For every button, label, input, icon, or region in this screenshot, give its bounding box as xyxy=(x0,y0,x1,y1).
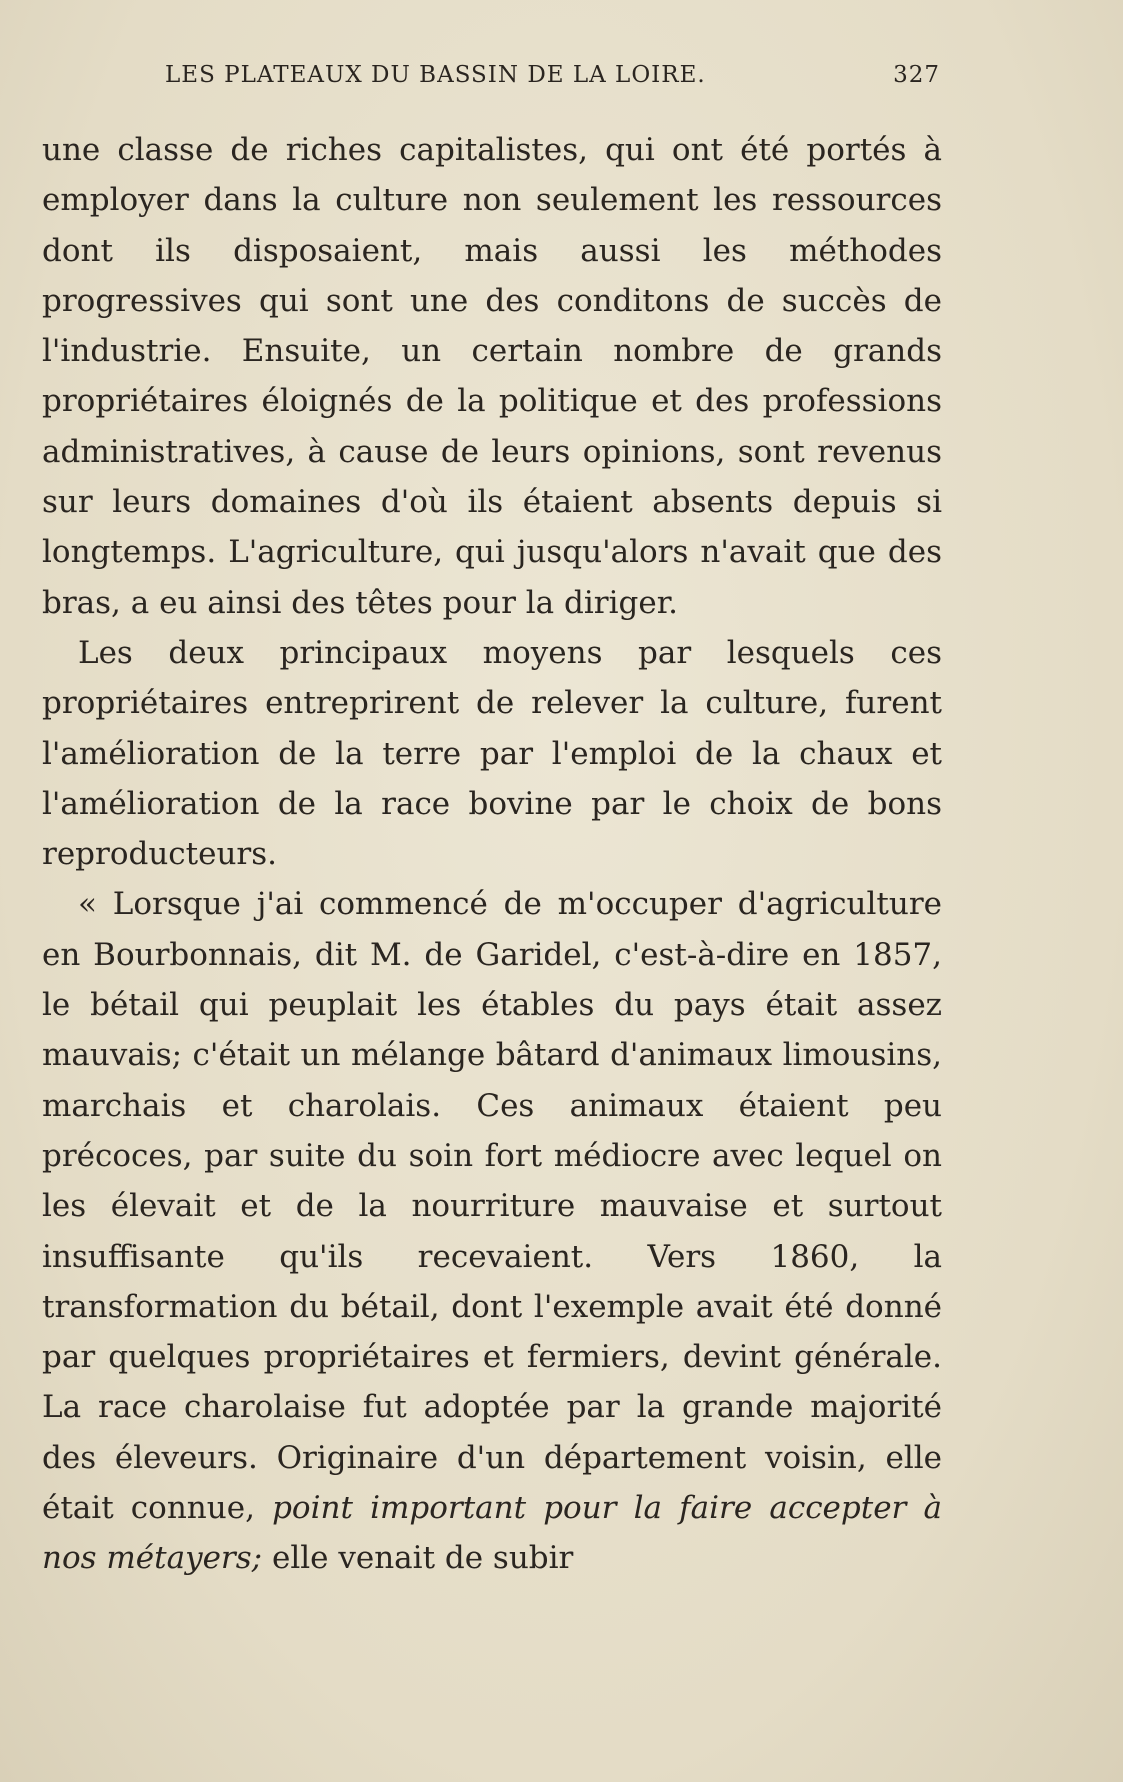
paragraph-3-end: elle venait de subir xyxy=(271,1540,574,1577)
paragraph-2: Les deux principaux moyens par lesquels ces propriétaires entreprirent de relever la culture, furent l'amélioration de la terre par l'emploi de la chaux et l'amélioration de la race bovine par le choix de bons reproducteurs. xyxy=(42,634,942,873)
body-text xyxy=(42,125,942,1584)
paragraph-1: une classe de riches capitalistes, qui ont été portés à employer dans la culture non seulement les ressources dont ils disposaient, mais aussi les méthodes progressives qui sont une des conditons de succès de l'industrie. Ensuite, un certain nombre de grands propriétaires éloignés de la politique et des professions administratives, à cause de leurs opinions, sont revenus sur leurs domaines d'où ils étaient absents depuis si longtemps. L'agriculture, qui jusqu'alors n'avait que des bras, a eu ainsi des têtes pour la diriger. xyxy=(42,132,942,621)
paragraph-3-start: « Lorsque j'ai commencé de m'occuper d'agriculture en Bourbonnais, dit M. de Garidel, c'est-à-dire en 1857, le bétail qui peuplait les étables du pays était assez mauvais; c'était un mélange bâtard d'animaux limousins, marchais et charolais. Ces animaux étaient peu précoces, par suite du soin fort médiocre avec lequel on les élevait et de la nourriture mauvaise et surtout insuffisante qu'ils recevaient. Vers 1860, la transformation du bétail, dont l'exemple avait été donné par quelques propriétaires et fermiers, devint générale. La race charolaise fut adoptée par la grande majorité des éleveurs. Originaire d'un département voisin, elle était connue, xyxy=(42,886,942,1527)
paragraph-3 xyxy=(42,879,942,1583)
page-number: 327 xyxy=(893,62,940,88)
paragraph-3-italic: point important pour la faire accepter à nos métayers; xyxy=(42,1490,942,1577)
page-header xyxy=(165,62,940,102)
running-title: LES PLATEAUX DU BASSIN DE LA LOIRE. xyxy=(165,62,706,88)
